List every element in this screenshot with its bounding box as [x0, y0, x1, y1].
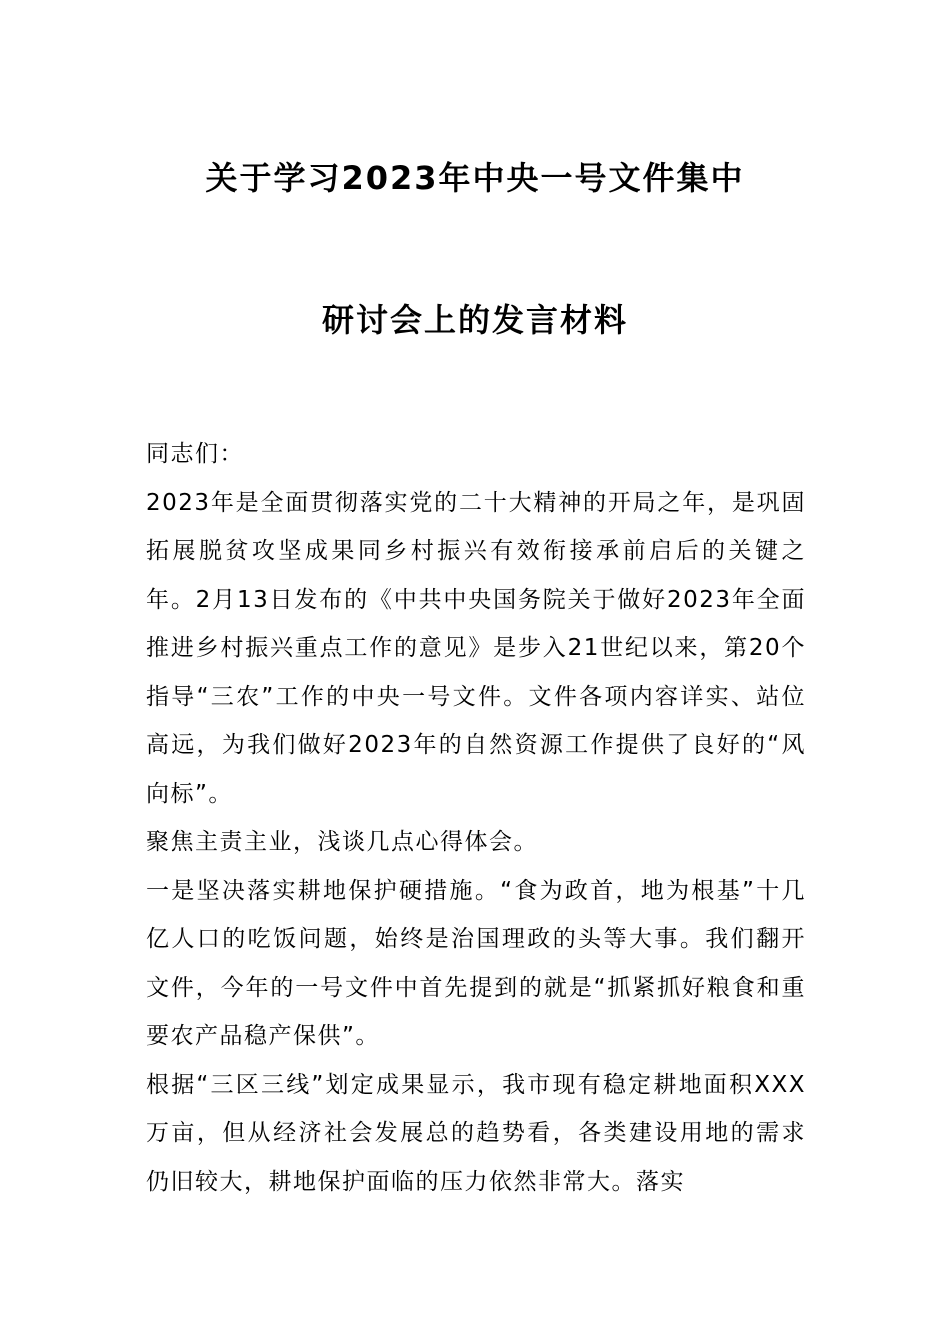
- paragraph-intro: 2023年是全面贯彻落实党的二十大精神的开局之年，是巩固拓展脱贫攻坚成果同乡村振兴有效衔接承前启后的关键之年。2月13日发布的《中共中央国务院关于做好2023年全面推进乡村振兴重点工作的意见》是步入21世纪以来，第20个指导“三农”工作的中央一号文件。文件各项内容详实、站位高远，为我们做好2023年的自然资源工作提供了良好的“风向标”。: [146, 489, 806, 807]
- document-body: [146, 430, 806, 1206]
- paragraph-farmland: 根据“三区三线”划定成果显示，我市现有稳定耕地面积XXX万亩，但从经济社会发展总的趋势看，各类建设用地的需求仍旧较大，耕地保护面临的压力依然非常大。落实: [146, 1071, 806, 1195]
- paragraph-focus: 聚焦主责主业，浅谈几点心得体会。: [146, 829, 538, 855]
- paragraph-point-one: 一是坚决落实耕地保护硬措施。“食为政首，地为根基”十几亿人口的吃饭问题，始终是治国理政的头等大事。我们翻开文件，今年的一号文件中首先提到的就是“抓紧抓好粮食和重要农产品稳产保供”。: [146, 877, 806, 1049]
- salutation: 同志们：: [146, 441, 244, 467]
- document-title-line-2: 研讨会上的发言材料: [321, 301, 628, 339]
- document-title-line-1: 关于学习2023年中央一号文件集中: [205, 159, 745, 197]
